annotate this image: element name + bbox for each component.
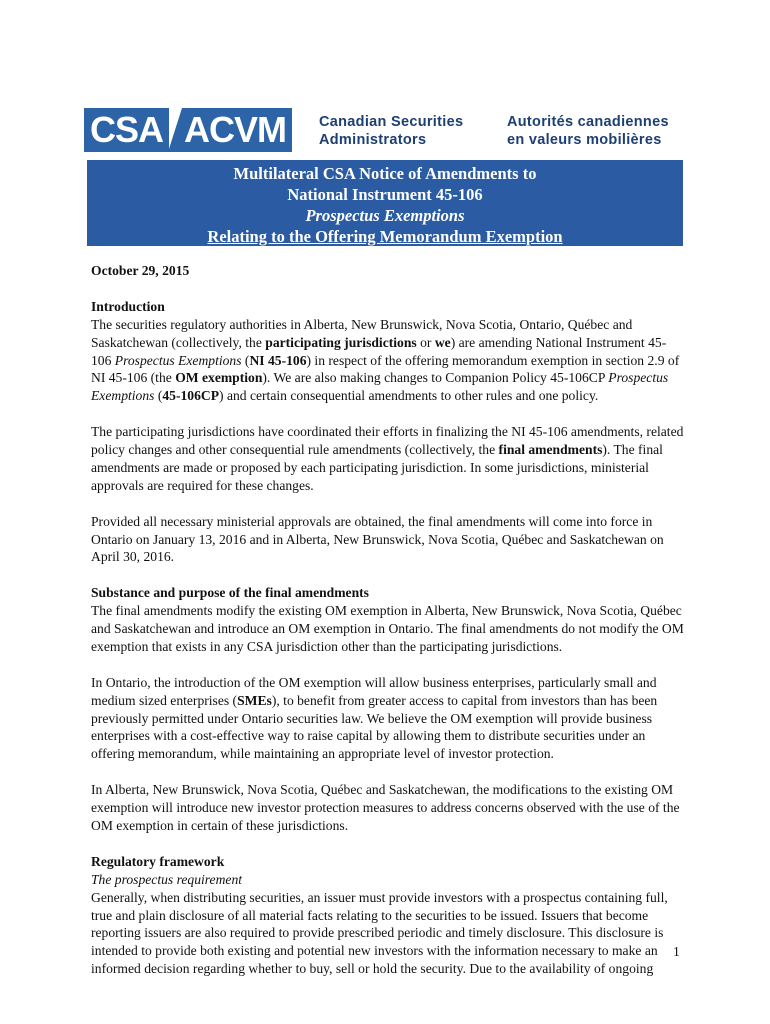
text-run: The securities regulatory authorities in Alberta, New Brunswick, Nova Scotia, Ontario, Québec and Saskatchewan (collectively, the <box>91 316 633 350</box>
title-line1: Multilateral CSA Notice of Amendments to <box>233 164 537 183</box>
substance-heading: Substance and purpose of the final amendments <box>91 585 369 601</box>
document-body <box>91 262 685 996</box>
intro-paragraph-2 <box>91 423 685 495</box>
defined-term: 45-106CP <box>162 388 220 404</box>
defined-term: participating jurisdictions <box>265 334 417 350</box>
title-banner <box>87 160 683 246</box>
title-line4: Relating to the Offering Memorandum Exemption <box>207 227 563 246</box>
org-name-english <box>319 113 463 149</box>
instrument-title: Prospectus Exemptions <box>91 370 669 404</box>
framework-paragraph-1 <box>91 853 685 978</box>
intro-heading: Introduction <box>91 298 165 314</box>
csa-acvm-logo <box>84 108 292 152</box>
text-run: ( <box>154 388 163 404</box>
text-run: The final amendments modify the existing OM exemption in Alberta, New Brunswick, Nova Scotia, Québec and Saskatchewan and introduce an OM exemption in Ontario. The final amendments do not modify the OM exemption that exists in any CSA jurisdiction other than the participating jurisdictions. <box>91 603 684 654</box>
intro-paragraph-1 <box>91 298 685 405</box>
org-name-french-line1: Autorités canadiennes <box>507 114 669 130</box>
text-run: In Ontario, the introduction of the OM exemption will allow business enterprises, particularly small and medium sized enterprises ( <box>91 674 657 708</box>
title-line3: Prospectus Exemptions <box>305 206 465 225</box>
org-name-french-line2: en valeurs mobilières <box>507 132 662 148</box>
framework-heading: Regulatory framework <box>91 853 225 869</box>
text-run: ). We are also making changes to Companion Policy 45-106CP <box>262 370 609 386</box>
notice-date: October 29, 2015 <box>91 263 190 278</box>
page-number: 1 <box>673 944 680 959</box>
text-run: ( <box>241 352 250 368</box>
org-name-english-line2: Administrators <box>319 132 427 148</box>
logo-csa: CSA <box>84 108 169 152</box>
intro-paragraph-3: Provided all necessary ministerial approvals are obtained, the final amendments will come into force in Ontario on January 13, 2016 and in Alberta, New Brunswick, Nova Scotia, Québec and Saskatchewan on April 30, 2016. <box>91 513 664 565</box>
logo-slash-divider <box>168 108 182 152</box>
title-line2: National Instrument 45-106 <box>287 185 483 204</box>
text-run: ) in respect of the offering memorandum exemption in section 2.9 of NI 45-106 (the <box>91 352 680 386</box>
defined-term: NI 45-106 <box>249 352 307 368</box>
defined-term: SMEs <box>237 692 272 708</box>
text-run: ) are amending National Instrument 45-106 <box>91 334 667 368</box>
defined-term: OM exemption <box>175 370 263 386</box>
substance-paragraph-3: In Alberta, New Brunswick, Nova Scotia, Québec and Saskatchewan, the modifications to the existing OM exemption will introduce new investor protection measures to address concerns observed with the use of the OM exemption in certain of these jurisdictions. <box>91 782 680 833</box>
org-name-english-line1: Canadian Securities <box>319 114 464 130</box>
text-run: ). The final amendments are made or proposed by each participating jurisdiction. In some jurisdictions, ministerial approvals are required for these changes. <box>91 442 663 493</box>
text-run: ), to benefit from greater access to capital from investors than has been previously permitted under Ontario securities law. We believe the OM exemption will provide business enterprises with a cost-effective way to raise capital by allowing them to distribute securities under an offering memorandum, while maintaining an appropriate level of investor protection. <box>91 692 658 762</box>
org-name-french <box>507 113 669 149</box>
text-run: Generally, when distributing securities, an issuer must provide investors with a prospectus containing full, true and plain disclosure of all material facts relating to the securities to be issued. Issuers that become reporting issuers are also required to provide prescribed periodic and timely disclosure. This disclosure is intended to provide both existing and potential new investors with the information necessary to make an informed decision regarding whether to buy, sell or hold the security. Due to the availability of ongoing <box>91 889 668 977</box>
defined-term: final amendments <box>498 442 603 458</box>
logo-acvm: ACVM <box>182 108 292 152</box>
text-run: The participating jurisdictions have coordinated their efforts in finalizing the NI 45-106 amendments, related policy changes and other consequential rule amendments (collectively, the <box>91 424 684 458</box>
instrument-title: Prospectus Exemptions <box>114 352 242 368</box>
substance-paragraph-1 <box>91 584 685 656</box>
framework-subheading: The prospectus requirement <box>91 871 243 887</box>
defined-term: we <box>434 334 451 350</box>
substance-paragraph-2 <box>91 674 685 764</box>
text-run: or <box>416 334 435 350</box>
text-run: ) and certain consequential amendments to other rules and one policy. <box>219 388 599 404</box>
